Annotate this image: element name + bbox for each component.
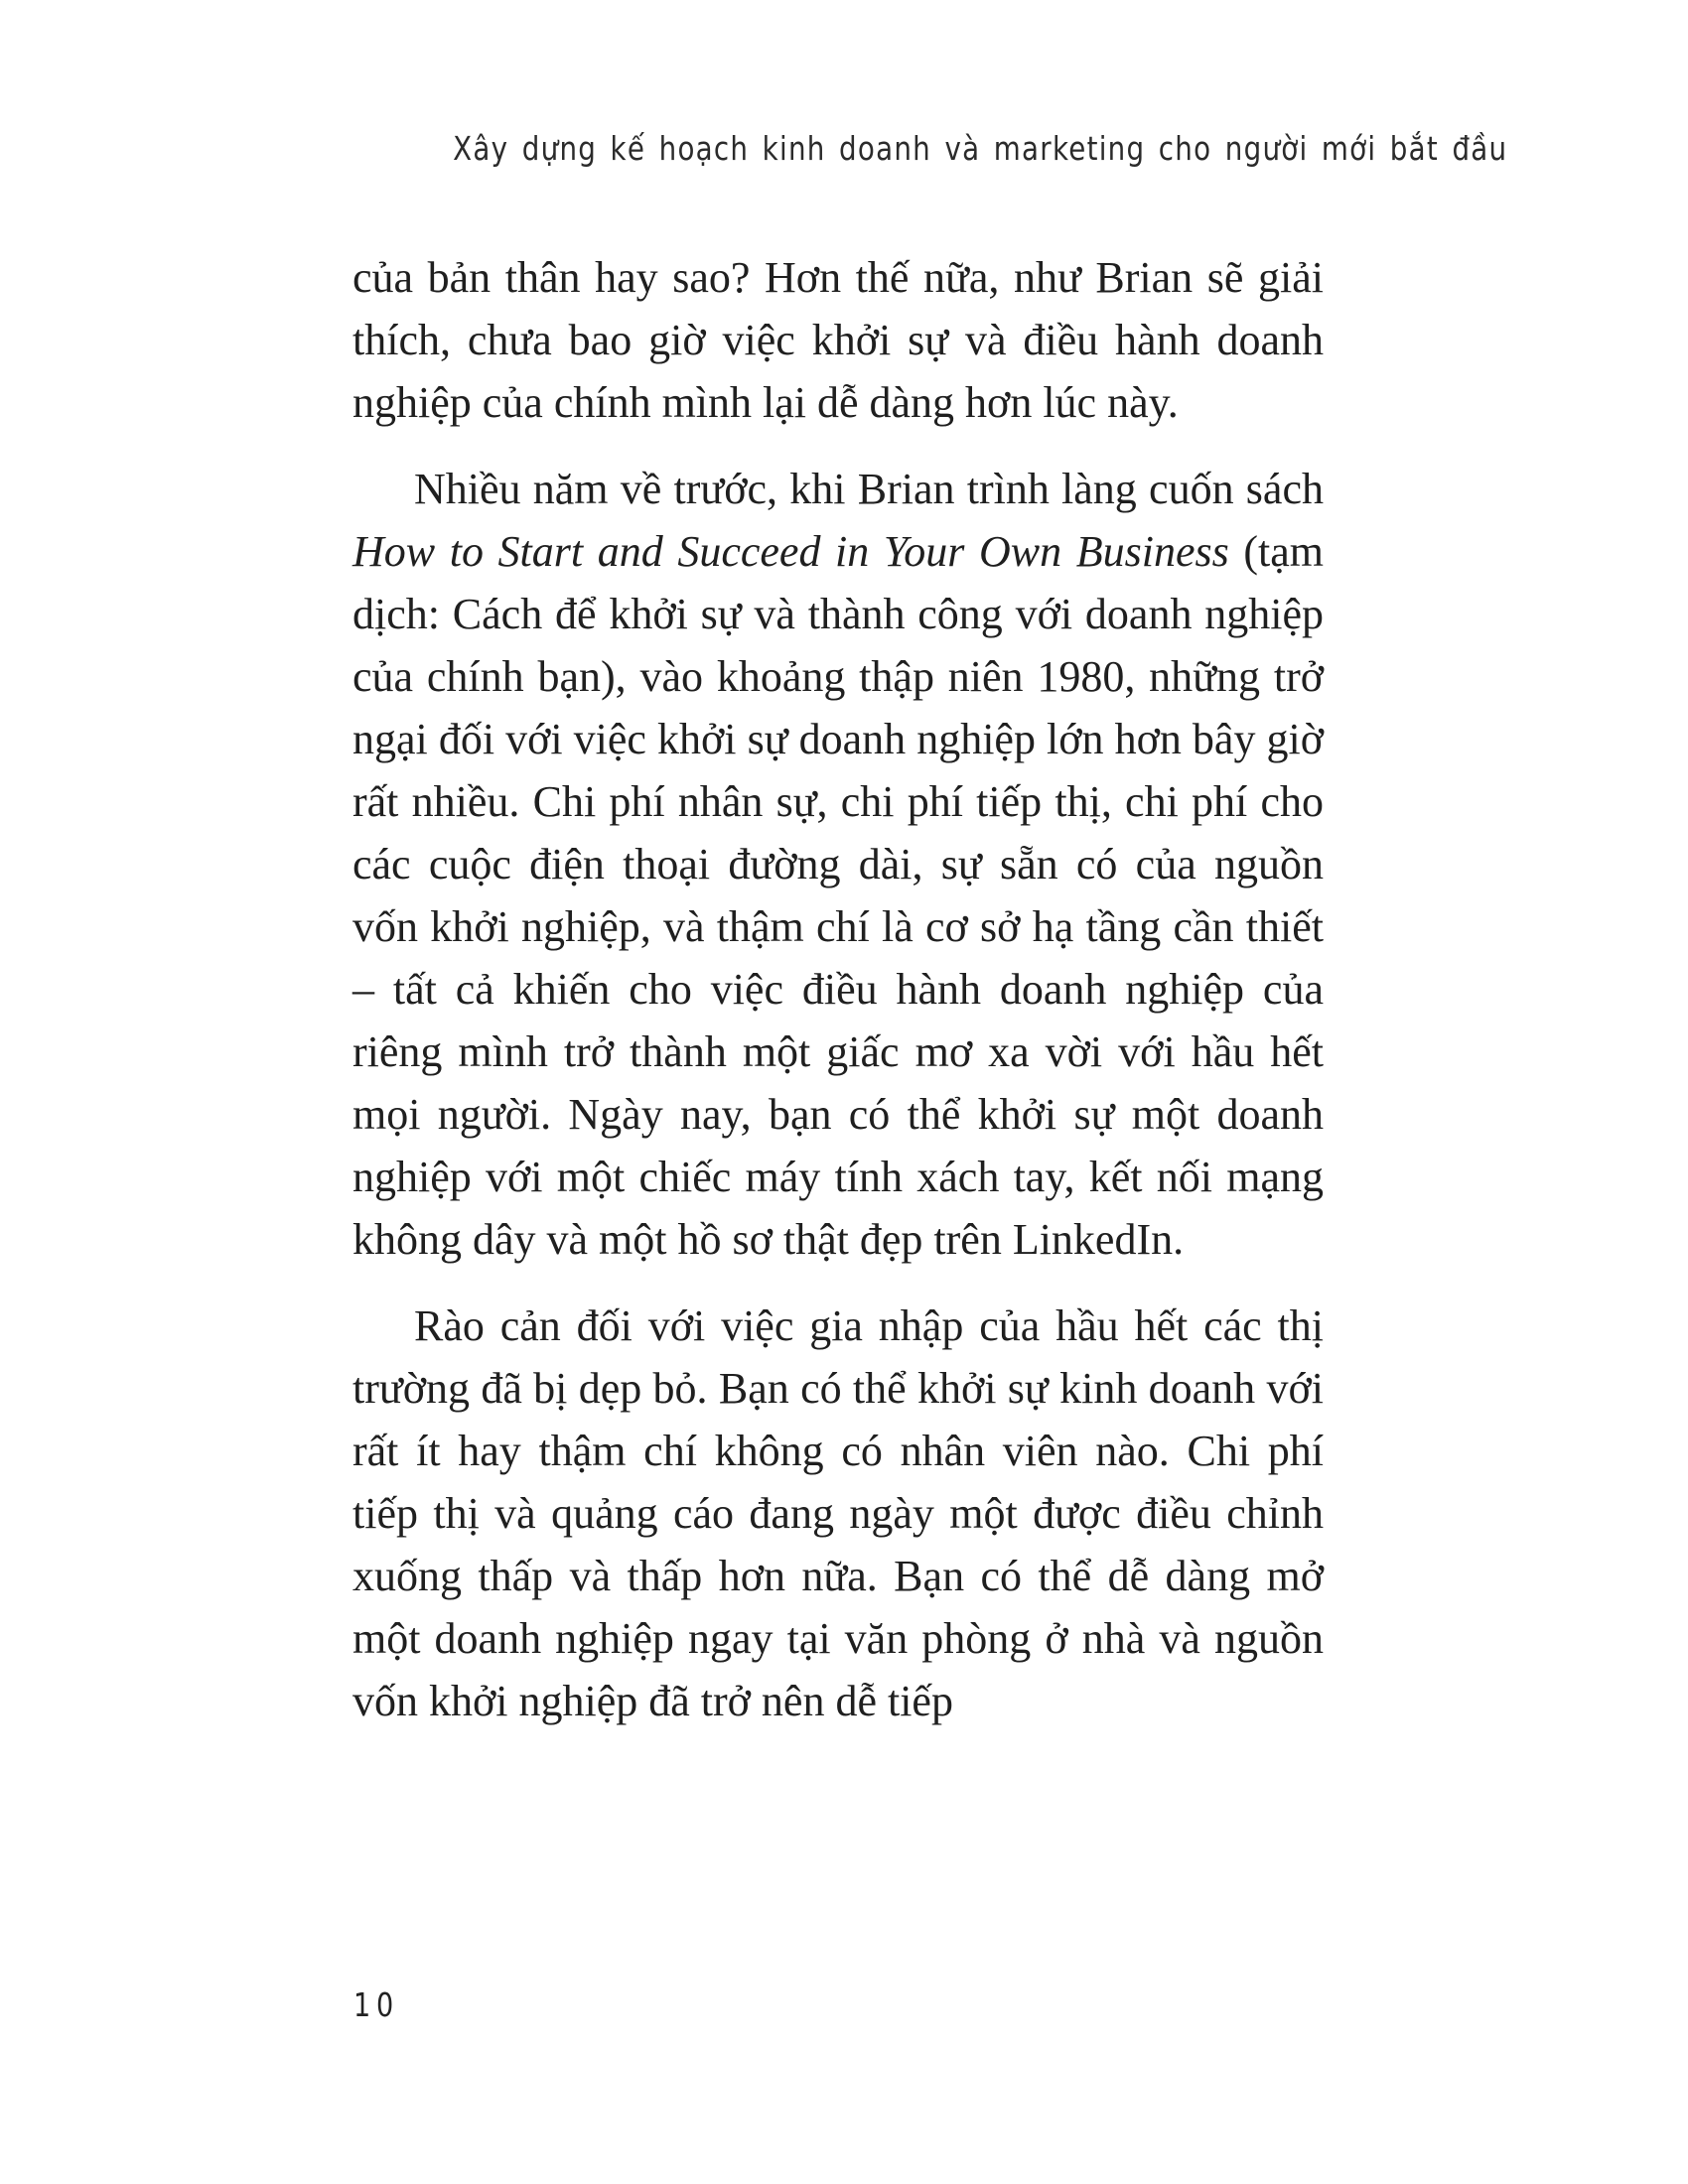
page-number: [353, 1985, 409, 2024]
text-segment: (tạm dịch: Cách để khởi sự và thành công với doanh nghiệp của chính bạn), vào khoảng thập niên 1980, những trở ngại đối với việc khởi sự doanh nghiệp lớn hơn bây giờ rất nhiều. Chi phí nhân sự, chi phí tiếp thị, chi phí cho các cuộc điện thoại đường dài, sự sẵn có của nguồn vốn khởi nghiệp, và thậm chí là cơ sở hạ tầng cần thiết – tất cả khiến cho việc điều hành doanh nghiệp của riêng mình trở thành một giấc mơ xa vời với hầu hết mọi người. Ngày nay, bạn có thể khởi sự một doanh nghiệp với một chiếc máy tính xách tay, kết nối mạng không dây và một hồ sơ thật đẹp trên LinkedIn.: [352, 527, 1324, 1264]
body-text: [352, 246, 1324, 1756]
running-header: [352, 129, 1508, 168]
text-segment: của bản thân hay sao? Hơn thế nữa, như Brian sẽ giải thích, chưa bao giờ việc khởi sự và điều hành doanh nghiệp của chính mình lại dễ dàng hơn lúc này.: [352, 253, 1324, 427]
running-header-text: Xây dựng kế hoạch kinh doanh và marketing cho người mới bắt đầu: [453, 129, 1508, 168]
paragraph: [352, 458, 1324, 1271]
paragraph: [352, 246, 1324, 434]
page-number-text: 10: [353, 1985, 399, 2024]
book-title-italic: How to Start and Succeed in Your Own Business: [352, 527, 1229, 576]
text-segment: Nhiều năm về trước, khi Brian trình làng cuốn sách: [414, 465, 1324, 513]
text-segment: Rào cản đối với việc gia nhập của hầu hết các thị trường đã bị dẹp bỏ. Bạn có thể khởi sự kinh doanh với rất ít hay thậm chí không có nhân viên nào. Chi phí tiếp thị và quảng cáo đang ngày một được điều chỉnh xuống thấp và thấp hơn nữa. Bạn có thể dễ dàng mở một doanh nghiệp ngay tại văn phòng ở nhà và nguồn vốn khởi nghiệp đã trở nên dễ tiếp: [352, 1301, 1324, 1725]
paragraph: [352, 1295, 1324, 1732]
